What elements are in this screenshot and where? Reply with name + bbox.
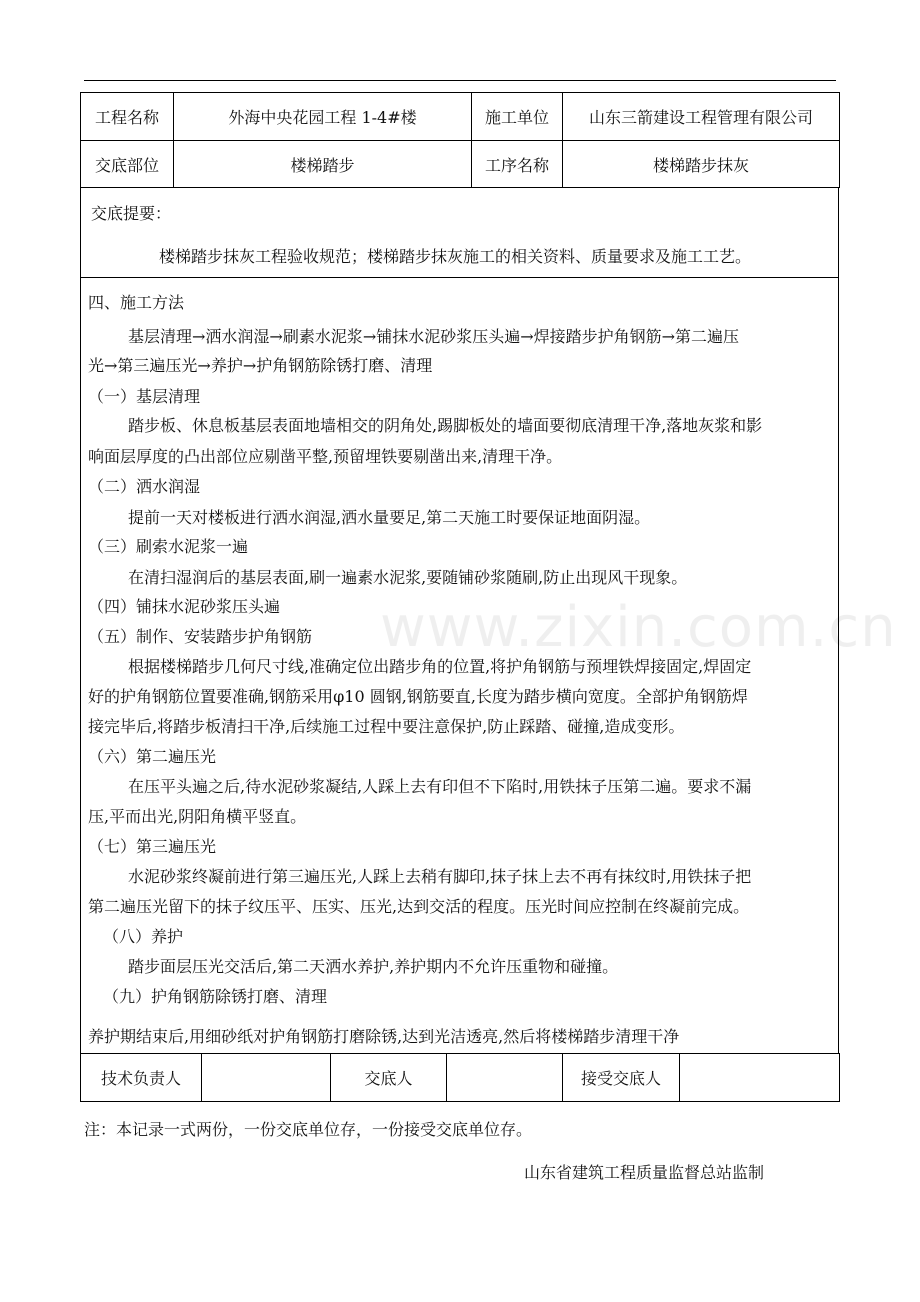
section-3-title: （三）刷索水泥浆一遍 xyxy=(88,537,249,556)
section-7-line-1: 水泥砂浆终凝前进行第三遍压光,人踩上去稍有脚印,抹子抹上去不再有抹纹时,用铁抹子把 xyxy=(128,867,752,886)
location-value: 楼梯踏步 xyxy=(174,141,472,188)
discloser-field[interactable] xyxy=(447,1054,563,1102)
summary-section xyxy=(81,187,838,278)
process-label: 工序名称 xyxy=(472,141,563,188)
section-3-line-1: 在清扫湿润后的基层表面,刷一遍素水泥浆,要随铺砂浆随刷,防止出现风干现象。 xyxy=(128,568,688,587)
summary-label: 交底提要： xyxy=(91,204,172,223)
section-8-line-1: 踏步面层压光交活后,第二天洒水养护,养护期内不允许压重物和碰撞。 xyxy=(128,957,619,976)
section-1-line-1: 踏步板、休息板基层表面地墙相交的阴角处,踢脚板处的墙面要彻底清理干净,落地灰浆和影 xyxy=(128,416,763,435)
project-name-label: 工程名称 xyxy=(81,93,174,141)
contractor-label: 施工单位 xyxy=(472,93,563,141)
project-name-value: 外海中央花园工程 1-4#楼 xyxy=(174,93,472,141)
signature-table xyxy=(80,1053,840,1102)
info-table xyxy=(80,92,840,188)
section-9-title: （九）护角钢筋除锈打磨、清理 xyxy=(103,987,328,1006)
section-1-title: （一）基层清理 xyxy=(88,387,201,406)
watermark-text: www.zixin.com.cn xyxy=(380,595,897,660)
contractor-value: 山东三箭建设工程管理有限公司 xyxy=(563,93,840,141)
flow-line-1: 基层清理→洒水润湿→刷素水泥浆→铺抹水泥砂浆压头遍→焊接踏步护角钢筋→第二遍压 xyxy=(128,327,740,346)
tech-lead-field[interactable] xyxy=(202,1054,331,1102)
section-4-title: （四）铺抹水泥砂浆压头遍 xyxy=(88,597,281,616)
note-text: 注：本记录一式两份，一份交底单位存，一份接受交底单位存。 xyxy=(84,1120,533,1139)
section-7-title: （七）第三遍压光 xyxy=(88,837,217,856)
receiver-field[interactable] xyxy=(680,1054,840,1102)
section-5-line-3: 接完毕后,将踏步板清扫干净,后续施工过程中要注意保护,防止踩踏、碰撞,造成变形。 xyxy=(88,717,685,736)
footer-issuer: 山东省建筑工程质量监督总站监制 xyxy=(524,1163,765,1182)
summary-text: 楼梯踏步抹灰工程验收规范；楼梯踏步抹灰施工的相关资料、质量要求及施工工艺。 xyxy=(159,247,752,266)
tech-lead-label: 技术负责人 xyxy=(81,1054,202,1102)
section-2-line-1: 提前一天对楼板进行洒水润湿,洒水量要足,第二天施工时要保证地面阴湿。 xyxy=(128,508,651,527)
section-6-line-1: 在压平头遍之后,待水泥砂浆凝结,人踩上去有印但不下陷时,用铁抹子压第二遍。要求不漏 xyxy=(128,777,752,796)
section-1-line-2: 响面层厚度的凸出部位应剔凿平整,预留埋铁要剔凿出来,清理干净。 xyxy=(88,447,563,466)
section-9-line-1: 养护期结束后,用细砂纸对护角钢筋打磨除锈,达到光洁透亮,然后将楼梯踏步清理干净 xyxy=(88,1027,680,1046)
section-5-title: （五）制作、安装踏步护角钢筋 xyxy=(88,627,313,646)
section-5-line-1: 根据楼梯踏步几何尺寸线,准确定位出踏步角的位置,将护角钢筋与预埋铁焊接固定,焊固定 xyxy=(128,657,752,676)
section-6-line-2: 压,平而出光,阴阳角横平竖直。 xyxy=(88,807,307,826)
section-6-title: （六）第二遍压光 xyxy=(88,747,217,766)
receiver-label: 接受交底人 xyxy=(563,1054,680,1102)
method-title: 四、施工方法 xyxy=(88,293,185,312)
section-2-title: （二）洒水润湿 xyxy=(88,477,201,496)
process-value: 楼梯踏步抹灰 xyxy=(563,141,840,188)
flow-line-2: 光→第三遍压光→养护→护角钢筋除锈打磨、清理 xyxy=(88,356,433,375)
discloser-label: 交底人 xyxy=(331,1054,447,1102)
section-5-line-2: 好的护角钢筋位置要准确,钢筋采用φ10 圆钢,钢筋要直,长度为踏步横向宽度。全部护角钢筋焊 xyxy=(88,687,748,706)
header-rule xyxy=(84,80,836,81)
section-8-title: （八）养护 xyxy=(103,927,184,946)
section-7-line-2: 第二遍压光留下的抹子纹压平、压实、压光,达到交活的程度。压光时间应控制在终凝前完成。 xyxy=(88,897,750,916)
location-label: 交底部位 xyxy=(81,141,174,188)
